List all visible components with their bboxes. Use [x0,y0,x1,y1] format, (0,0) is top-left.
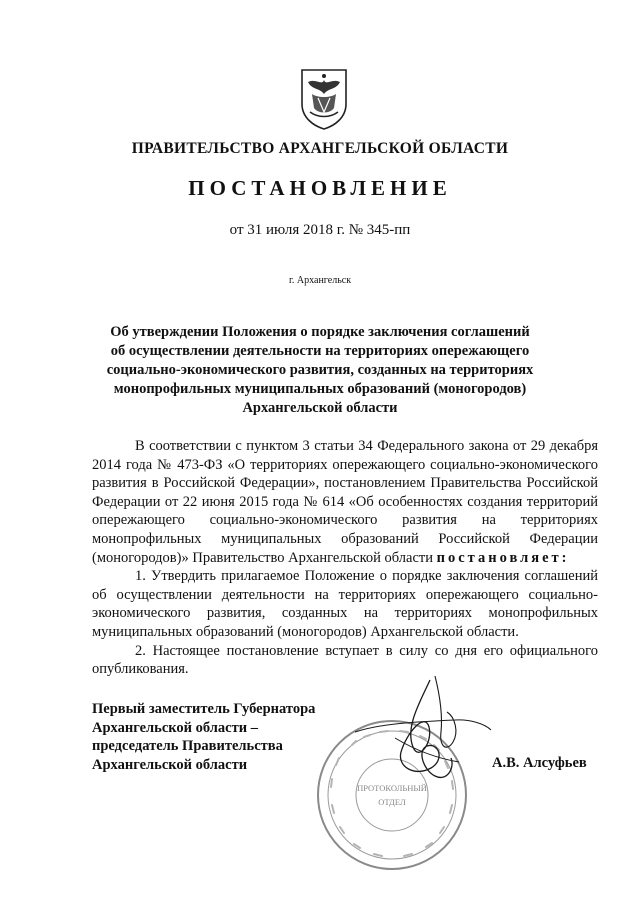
date-and-number: от 31 июля 2018 г. № 345-пп [229,222,411,238]
title-line: Об утверждении Положения о порядке заключения соглашений [110,324,530,340]
signer-position-line: Архангельской области – [92,719,258,736]
title-line: Архангельской области [242,400,398,416]
document-title [90,323,550,418]
city: г. Архангельск [288,275,352,286]
signer-position-line: Архангельской области [92,756,248,773]
signer-position-line: председатель Правительства [92,738,283,754]
signer-name: А.В. Алсуфьев [492,755,587,771]
preamble-text: В соответствии с пунктом 3 статьи 34 Федерального закона от 29 декабря 2014 года № 473-ФЗ «О территориях опережающего социально-экономического развития в Российской Федерации», постановлением Правительства Российской Федерации от 22 июня 2015 года № 614 «Об особенностях создания территорий опережающего социально-экономического развития на территориях монопрофильных муниципальных образований Российской Федерации (моногородов)» Правительство Архангельской области [92,438,598,566]
preamble-paragraph [92,437,598,567]
title-line: об осуществлении деятельности на территориях опережающего [110,343,530,359]
item-1-paragraph: 1. Утвердить прилагаемое Положение о порядке заключения соглашений об осуществлении деятельности на территориях опережающего социально-экономического развития, созданных на территориях монопрофильных муниципальных образований (моногородов) Архангельской области. [92,568,598,640]
stamp-text: ПРОТОКОЛЬНЫЙ [357,783,427,793]
title-line: монопрофильных муниципальных образований (моногородов) [113,381,527,397]
coat-of-arms-emblem [298,68,350,130]
government-name: ПРАВИТЕЛЬСТВО АРХАНГЕЛЬСКОЙ ОБЛАСТИ [131,140,509,157]
title-line: социально-экономического развития, созданных на территориях [106,362,534,378]
signer-position [92,700,315,774]
resolves-word: постановляет: [436,549,570,566]
handwritten-signature [335,672,495,792]
stamp-text: ОТДЕЛ [378,797,406,807]
document-type: ПОСТАНОВЛЕНИЕ [188,176,452,200]
item-2-paragraph: 2. Настоящее постановление вступает в силу со дня его официального опубликования. [92,642,598,678]
signer-position-line: Первый заместитель Губернатора [92,701,316,717]
document-body [92,437,598,679]
